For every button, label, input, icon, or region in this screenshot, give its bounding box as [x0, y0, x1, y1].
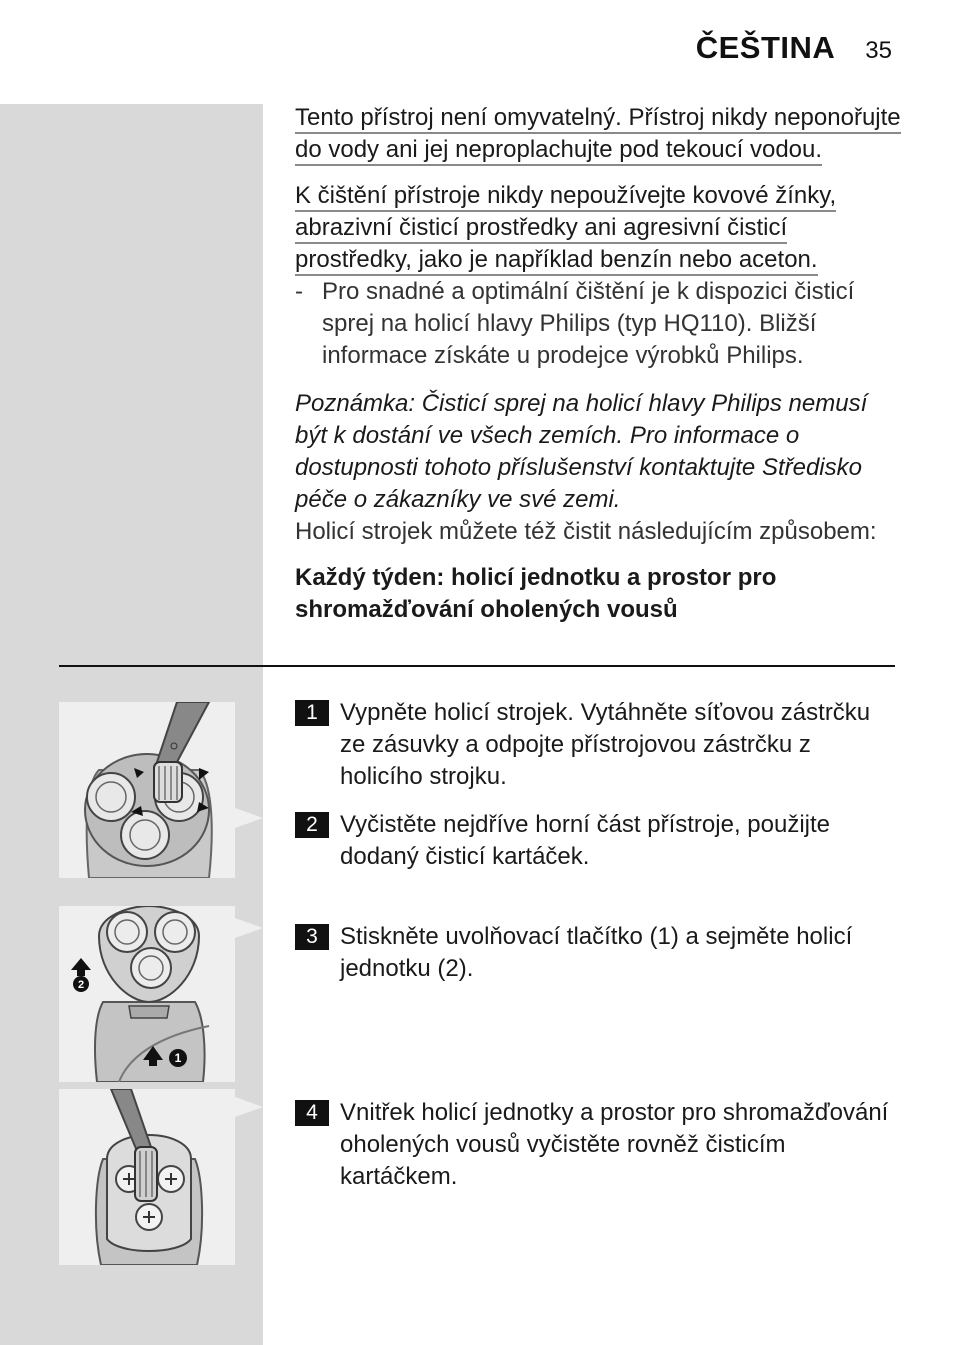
- step-number-badge: 3: [295, 924, 329, 950]
- illustration-pointer: [235, 808, 263, 828]
- warning-not-washable: Tento přístroj není omyvatelný. Přístroj nikdy neponořujte do vody ani jej neproplachujte pod tekoucí vodou.: [295, 102, 905, 166]
- step-3: [295, 921, 895, 985]
- illustration-pointer: [235, 1097, 263, 1117]
- step-4: [295, 1097, 895, 1193]
- note: Poznámka: Čisticí sprej na holicí hlavy Philips nemusí být k dostání ve všech zemích. Pro informace o dostupnosti tohoto příslušenství kontaktujte Středisko péče o zákazníky ve své zemi.: [295, 390, 868, 513]
- page-header: [696, 30, 892, 66]
- warning-no-abrasives: K čištění přístroje nikdy nepoužívejte kovové žínky, abrazivní čisticí prostředky ani agresivní čisticí prostředky, jako je například benzín nebo aceton.: [295, 180, 905, 276]
- illustration-pointer: [235, 918, 263, 938]
- step-1: [295, 697, 895, 793]
- illustration-brush-cleaning-inside: [59, 1089, 235, 1265]
- spray-bullet: [295, 276, 905, 372]
- illustration-remove-shaving-unit: [59, 906, 235, 1082]
- step-number-badge: 2: [295, 812, 329, 838]
- step-number-badge: 4: [295, 1100, 329, 1126]
- step-text: Vyčistěte nejdříve horní část přístroje, použijte dodaný čisticí kartáček.: [340, 811, 831, 870]
- label-shaving-unit: 2: [77, 979, 85, 991]
- bullet-dash: -: [295, 278, 303, 305]
- label-release-button: 1: [174, 1051, 182, 1065]
- main-text: [295, 102, 905, 626]
- section-heading: Každý týden: holicí jednotku a prostor pro shromažďování oholených vousů: [295, 564, 777, 623]
- page-number: 35: [865, 37, 892, 64]
- step-text: Vypněte holicí strojek. Vytáhněte síťovou zástrčku ze zásuvky a odpojte přístrojovou zástrčku z holicího strojku.: [340, 699, 871, 790]
- section-divider: [59, 665, 895, 667]
- language-title: ČEŠTINA: [695, 30, 836, 65]
- alternative-method-text: Holicí strojek můžete též čistit následujícím způsobem:: [295, 518, 877, 545]
- step-text: Vnitřek holicí jednotky a prostor pro shromažďování oholených vousů vyčistěte rovněž čisticím kartáčkem.: [340, 1099, 889, 1190]
- illustration-brush-cleaning-top: [59, 702, 235, 878]
- step-text: Stiskněte uvolňovací tlačítko (1) a sejměte holicí jednotku (2).: [340, 923, 853, 982]
- bullet-text: Pro snadné a optimální čištění je k dispozici čisticí sprej na holicí hlavy Philips (typ HQ110). Bližší informace získáte u prodejce výrobků Philips.: [322, 278, 855, 369]
- step-number-badge: 1: [295, 700, 329, 726]
- step-2: [295, 809, 895, 873]
